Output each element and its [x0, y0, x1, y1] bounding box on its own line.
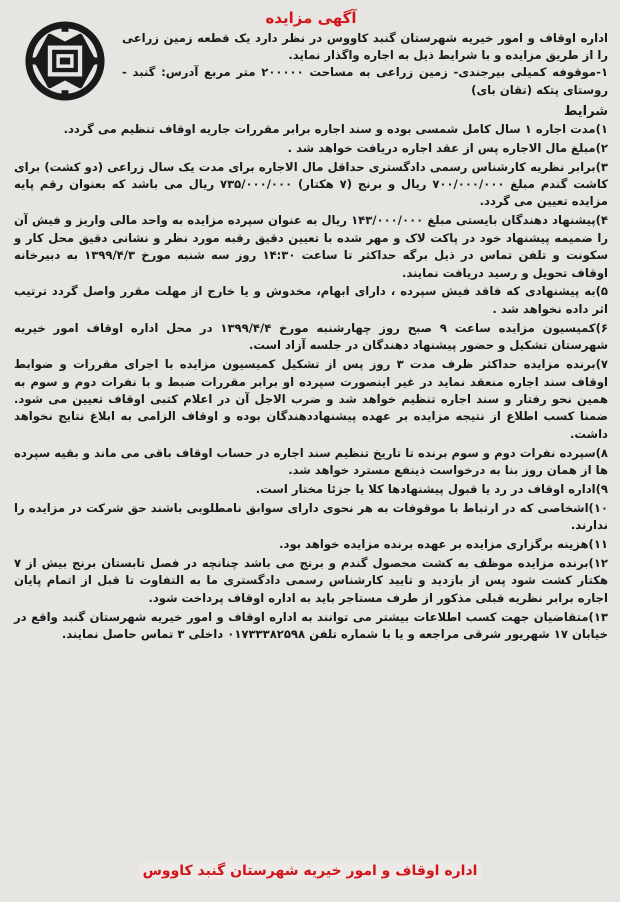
conditions-heading: شرایط [563, 103, 608, 119]
ad-title: آگهی مزایده [265, 9, 357, 27]
footer-signature [0, 860, 620, 882]
condition-item: ۱۳)متقاضیان جهت کسب اطلاعات بیشتر می توانند به اداره اوقاف و امور خیریه شهرستان گنبد واقع در خیابان ۱۷ شهریور شرقی مراجعه و یا با شماره تلفن ۰۱۷۳۳۳۸۲۵۹۸ داخلی ۳ تماس حاصل نمایند. [14, 609, 608, 642]
condition-item: ۱۲)برنده مزایده موظف به کشت محصول گندم و برنج می باشد چنانچه در فصل تابستان برنج بیش از ۷ هکتار کشت شود پس از بازدید و تایید کارشناس رسمی دادگستری ما به التفاوت تا قبل از اتمام پایان اجاره برابر نظریه قبلی مذکور از طرف مستاجر باید به اداره اوقاف پرداخت شود. [14, 556, 608, 605]
condition-item: ۲)مبلغ مال الاجاره پس از عقد اجاره دریافت خواهد شد . [287, 140, 608, 155]
condition-item: ۴)پیشنهاد دهندگان بایستی مبلغ ۱۴۳/۰۰۰/۰۰۰ ریال به عنوان سپرده مزایده به واحد مالی واریز و فیش آن را ضمیمه پیشنهاد خود در پاکت لاک و مهر شده با تعیین دقیق رقبه مورد نظر و نشانی دقیق محل کار و سکونت و تلفن تماس در ذیل برگه حداکثر تا ساعت ۱۴:۳۰ روز سه شنبه مورخ ۱۳۹۹/۴/۳ به دبیرخانه اوقاف تحویل و رسید دریافت نمایند. [14, 213, 608, 280]
footer-text: اداره اوقاف و امور خیریه شهرستان گنبد کاووس [139, 863, 482, 879]
condition-item: ۶)کمیسیون مزایده ساعت ۹ صبح روز چهارشنبه مورخ ۱۳۹۹/۴/۴ در محل اداره اوقاف امور خیریه شهرستان تشکیل و حضور پیشنهاد دهندگان در جلسه آزاد است. [14, 320, 608, 353]
condition-item: ۱)مدت اجاره ۱ سال کامل شمسی بوده و سند اجاره برابر مقررات جاریه اوقاف تنظیم می گردد. [63, 121, 608, 136]
property-description: ۱-موقوفه کمیلی بیرجندی- زمین زراعی به مساحت ۲۰۰۰۰۰ متر مربع آدرس: گنبد - روستای پتکه (تقان بای) [122, 65, 609, 97]
intro-paragraph: اداره اوقاف و امور خیریه شهرستان گنبد کاووس در نظر دارد یک قطعه زمین زراعی را از طریق مزایده و با شرایط ذیل به اجاره واگذار نماید. [122, 31, 608, 63]
condition-item: ۸)سپرده نفرات دوم و سوم برنده تا تاریخ تنظیم سند اجاره در حساب اوقاف باقی می ماند و بقیه سپرده ها از همان روز بنا به درخواست ذینفع مسترد خواهد شد. [14, 445, 608, 478]
awqaf-emblem-logo [22, 18, 108, 104]
condition-item: ۷)برنده مزایده حداکثر ظرف مدت ۳ روز پس از تشکیل کمیسیون مزایده با اجرای مقررات و ضوابط اوقاف سند اجاره منعقد نماید در غیر اینصورت سپرده او برابر مقررات ضبط و با نفرات دوم و سوم به همین نحو رفتار و سند اجاره تنظیم خواهد شد و ضرب الاجل آن در اعلام کتبی اوقاف تعیین می شود. ضمنا کسب اطلاع از نتیجه مزایده بر عهده پیشنهاددهندگان بوده و اوقاف الزامی به ابلاغ نتایج نخواهد داشت. [14, 357, 608, 441]
condition-item: ۵)به پیشنهادی که فاقد فیش سپرده ، دارای ابهام، مخدوش و یا خارج از مهلت مقرر واصل گردد ترتیب اثر داده نخواهد شد . [14, 284, 608, 316]
intro-block [122, 30, 608, 99]
condition-item: ۳)برابر نظریه کارشناس رسمی دادگستری حداقل مال الاجاره برای مدت یک سال زراعی (دو کشت) برای کاشت گندم مبلغ ۷۰۰/۰۰۰/۰۰۰ ریال و برنج (۷ هکتار) ۷۳۵/۰۰۰/۰۰۰ ریال می باشد که بعنوان رقم پایه مزایده تعیین می گردد. [14, 159, 608, 209]
condition-item: ۱۱)هزینه برگزاری مزایده بر عهده برنده مزایده خواهد بود. [279, 537, 608, 552]
condition-item: ۱۰)اشخاصی که در ارتباط با موقوفات به هر نحوی دارای سوابق نامطلوبی باشند حق شرکت در مزایده را ندارند. [14, 500, 608, 533]
condition-item: ۹)اداره اوقاف در رد یا قبول پیشنهادها کلا یا جزئا مختار است. [255, 481, 608, 496]
conditions-list [14, 121, 608, 644]
